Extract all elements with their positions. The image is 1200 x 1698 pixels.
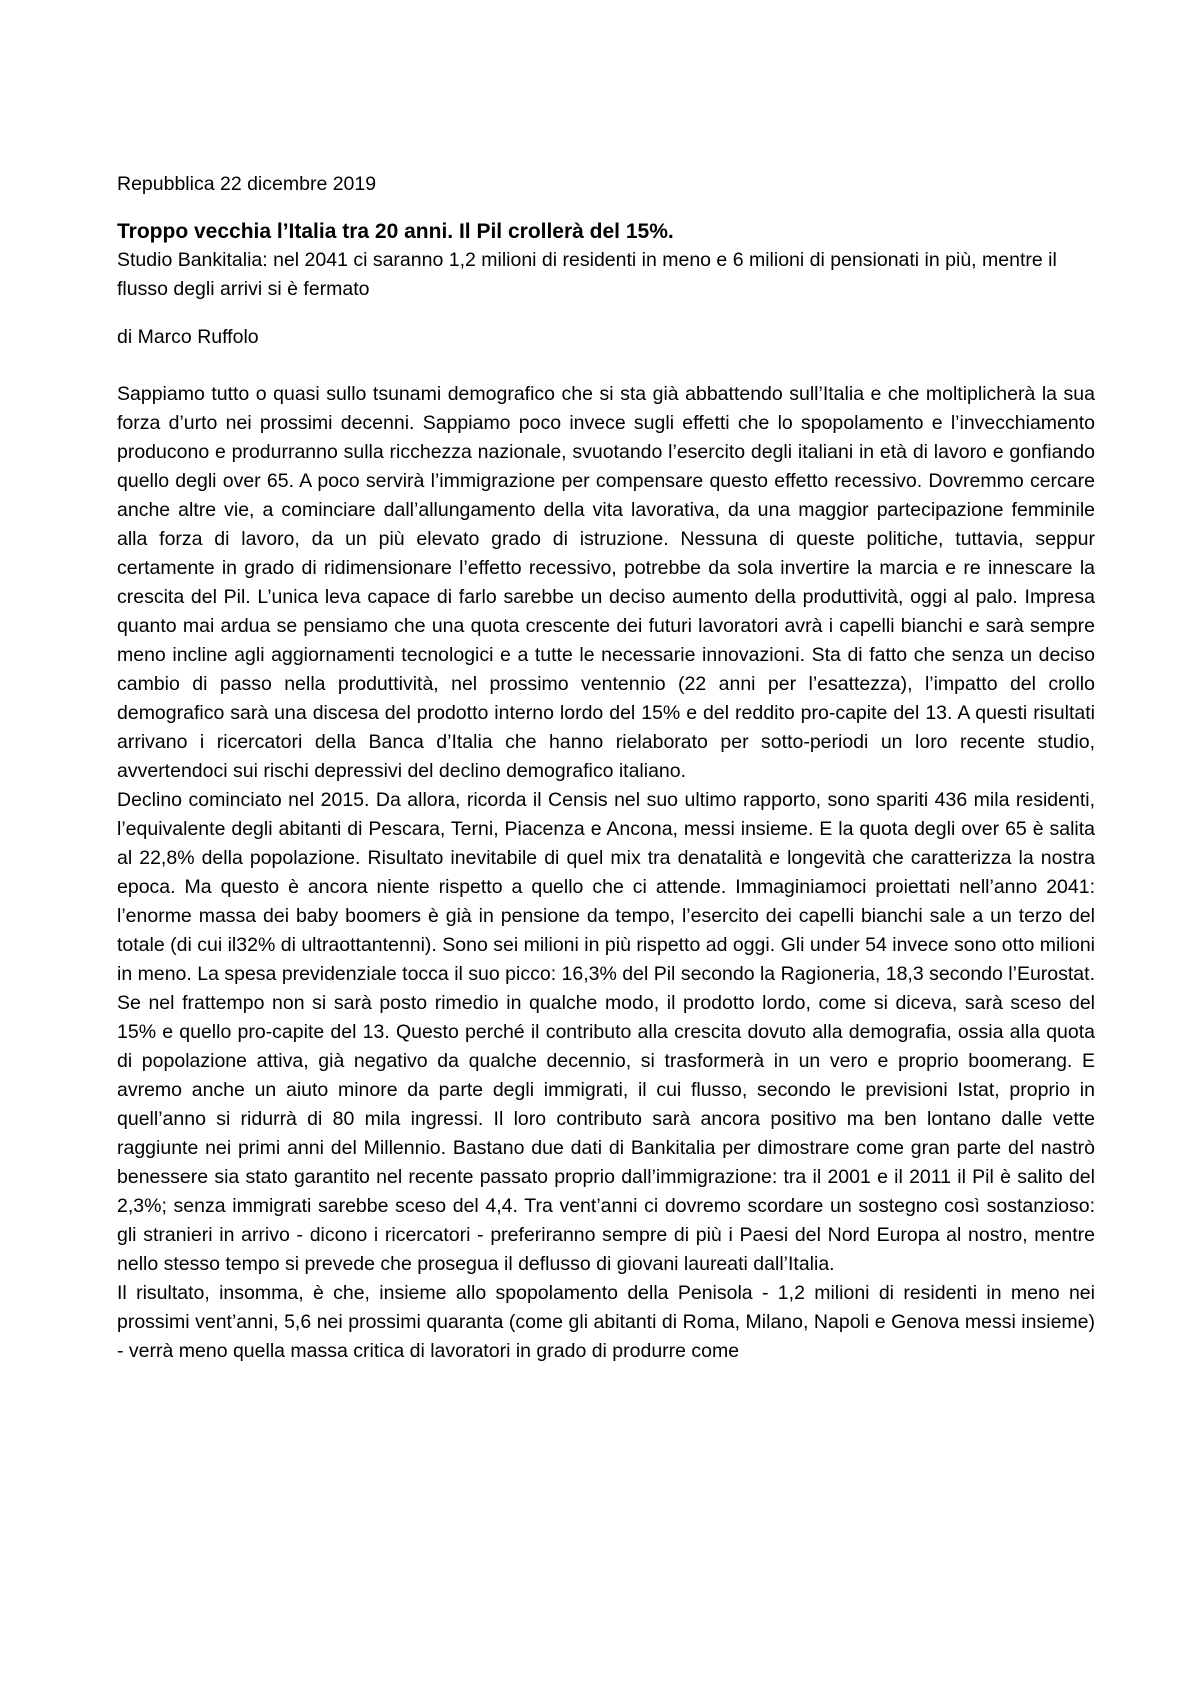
article-headline: Troppo vecchia l’Italia tra 20 anni. Il Pil crollerà del 15%.	[117, 220, 674, 243]
article-paragraph: Il risultato, insomma, è che, insieme allo spopolamento della Penisola - 1,2 milioni di residenti in meno nei prossimi vent’anni, 5,6 nei prossimi quaranta (come gli abitanti di Roma, Milano, Napoli e Genova messi insieme) - verrà meno quella massa critica di lavoratori in grado di produrre come	[117, 1282, 1095, 1362]
article-paragraph: Declino cominciato nel 2015. Da allora, ricorda il Censis nel suo ultimo rapporto, sono spariti 436 mila residenti, l’equivalente degli abitanti di Pescara, Terni, Piacenza e Ancona, messi insieme. E la quota degli over 65 è salita al 22,8% della popolazione. Risultato inevitabile di quel mix tra denatalità e longevità che caratterizza la nostra epoca. Ma questo è ancora niente rispetto a quello che ci attende. Immaginiamoci proiettati nell’anno 2041: l’enorme massa dei baby boomers è già in pensione da tempo, l’esercito dei capelli bianchi sale a un terzo del totale (di cui il32% di ultraottantenni). Sono sei milioni in più rispetto ad oggi. Gli under 54 invece sono otto milioni in meno. La spesa previdenziale tocca il suo picco: 16,3% del Pil secondo la Ragioneria, 18,3 secondo l’Eurostat. Se nel frattempo non si sarà posto rimedio in qualche modo, il prodotto lordo, come si diceva, sarà sceso del 15% e quello pro-capite del 13. Questo perché il contributo alla crescita dovuto alla demografia, ossia alla quota di popolazione attiva, già negativo da qualche decennio, si trasformerà in un vero e proprio boomerang. E avremo anche un aiuto minore da parte degli immigrati, il cui flusso, secondo le previsioni Istat, proprio in quell’anno si ridurrà di 80 mila ingressi. Il loro contributo sarà ancora positivo ma ben lontano dalle vette raggiunte nei primi anni del Millennio. Bastano due dati di Bankitalia per dimostrare come gran parte del nastrò benessere sia stato garantito nel recente passato proprio dall’immigrazione: tra il 2001 e il 2011 il Pil è salito del 2,3%; senza immigrati sarebbe sceso del 4,4. Tra vent’anni ci dovremo scordare un sostegno così sostanzioso: gli stranieri in arrivo - dicono i ricercatori - preferiranno sempre di più i Paesi del Nord Europa al nostro, mentre nello stesso tempo si prevede che prosegua il deflusso di giovani laureati dall’Italia.	[117, 789, 1095, 1275]
article-subheadline: Studio Bankitalia: nel 2041 ci saranno 1,2 milioni di residenti in meno e 6 milioni di pensionati in più, mentre il flusso degli arrivi si è fermato	[117, 249, 1057, 300]
article-page	[117, 170, 1095, 1366]
source-date: Repubblica 22 dicembre 2019	[117, 173, 377, 195]
article-paragraph: Sappiamo tutto o quasi sullo tsunami demografico che si sta già abbattendo sull’Italia e che moltiplicherà la sua forza d’urto nei prossimi decenni. Sappiamo poco invece sugli effetti che lo spopolamento e l’invecchiamento producono e produrranno sulla ricchezza nazionale, svuotando l’esercito degli italiani in età di lavoro e gonfiando quello degli over 65. A poco servirà l’immigrazione per compensare questo effetto recessivo. Dovremmo cercare anche altre vie, a cominciare dall’allungamento della vita lavorativa, da una maggior partecipazione femminile alla forza di lavoro, da un più elevato grado di istruzione. Nessuna di queste politiche, tuttavia, seppur certamente in grado di ridimensionare l’effetto recessivo, potrebbe da sola invertire la marcia e re innescare la crescita del Pil. L’unica leva capace di farlo sarebbe un deciso aumento della produttività, oggi al palo. Impresa quanto mai ardua se pensiamo che una quota crescente dei futuri lavoratori avrà i capelli bianchi e sarà sempre meno incline agli aggiornamenti tecnologici e a tutte le necessarie innovazioni. Sta di fatto che senza un deciso cambio di passo nella produttività, nel prossimo ventennio (22 anni per l’esattezza), l’impatto del crollo demografico sarà una discesa del prodotto interno lordo del 15% e del reddito pro-capite del 13. A questi risultati arrivano i ricercatori della Banca d’Italia che hanno rielaborato per sotto-periodi un loro recente studio, avvertendoci sui rischi depressivi del declino demografico italiano.	[117, 383, 1095, 782]
article-byline: di Marco Ruffolo	[117, 326, 259, 348]
